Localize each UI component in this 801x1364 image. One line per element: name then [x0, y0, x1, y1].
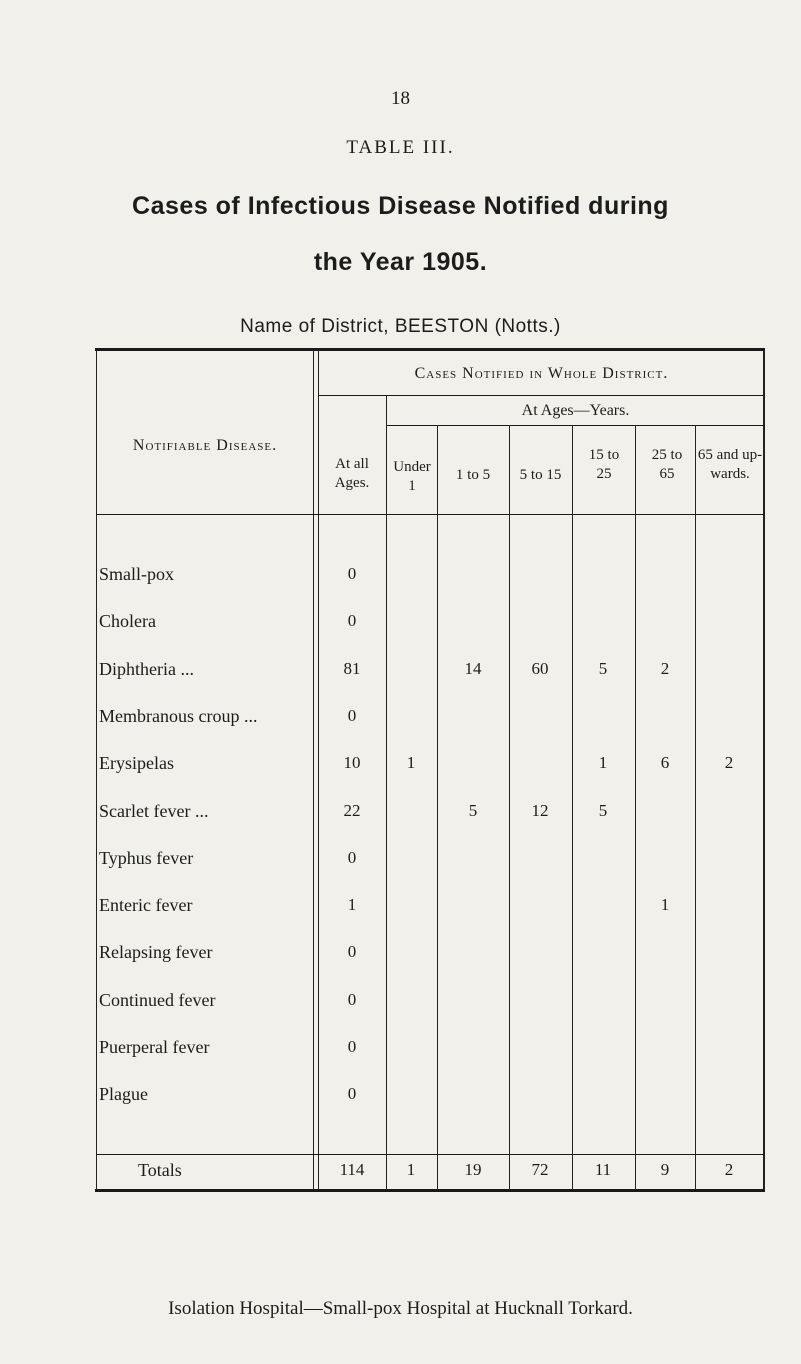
header-notifiable-disease: Notifiable Disease. [132, 437, 278, 454]
header-age-15-to-25: 15 to 25 [588, 447, 620, 482]
row-7-label: Enteric fever [99, 895, 193, 915]
header-age-25-to-65: 25 to 65 [651, 447, 683, 482]
table-left-border [96, 350, 97, 1190]
row-5-age-3: 5 [598, 801, 608, 820]
row-2-age-3: 5 [598, 659, 608, 678]
totals-rule [96, 1154, 764, 1155]
row-10-label: Puerperal fever [99, 1037, 210, 1057]
row-5-label: Scarlet fever ... [99, 801, 209, 821]
row-4-age-3: 1 [598, 753, 608, 772]
disease-col-rule-b [318, 350, 319, 1190]
header-at-all-ages: At all Ages. [334, 456, 370, 491]
header-rule-ages [386, 425, 765, 426]
totals-row-label: Totals [138, 1160, 182, 1180]
row-0-label: Small-pox [99, 564, 174, 584]
row-3-all-ages: 0 [347, 706, 357, 725]
col-rule-all-ages [386, 395, 387, 1190]
row-2-age-2: 60 [531, 659, 549, 678]
title-line-1: Cases of Infectious Disease Notified during [132, 192, 669, 220]
totals-row-all-ages: 114 [339, 1160, 365, 1179]
row-7-all-ages: 1 [347, 895, 357, 914]
totals-row-age-2: 72 [531, 1160, 549, 1179]
district-line: Name of District, BEESTON (Notts.) [240, 316, 561, 337]
col-rule-15to25 [572, 425, 573, 1190]
row-5-all-ages: 22 [343, 801, 361, 820]
row-4-age-4: 6 [660, 753, 670, 772]
row-6-label: Typhus fever [99, 848, 194, 868]
row-1-label: Cholera [99, 611, 156, 631]
row-4-all-ages: 10 [343, 753, 361, 772]
row-2-age-1: 14 [464, 659, 482, 678]
row-2-age-4: 2 [660, 659, 670, 678]
row-1-all-ages: 0 [347, 611, 357, 630]
col-rule-1to5 [437, 425, 438, 1190]
footer-note: Isolation Hospital—Small-pox Hospital at Hucknall Torkard. [168, 1298, 633, 1319]
header-cases-notified: Cases Notified in Whole District. [414, 365, 669, 382]
table-top-border [95, 348, 765, 351]
row-10-all-ages: 0 [347, 1037, 357, 1056]
title-line-2: the Year 1905. [313, 248, 488, 276]
table-right-border [763, 350, 765, 1190]
row-11-all-ages: 0 [347, 1084, 357, 1103]
totals-row-age-3: 11 [594, 1160, 612, 1179]
row-4-age-0: 1 [406, 753, 416, 772]
table-label: TABLE III. [346, 137, 455, 158]
totals-row-age-0: 1 [406, 1160, 416, 1179]
header-age-5-to-15: 5 to 15 [519, 467, 562, 483]
col-rule-25to65 [635, 425, 636, 1190]
header-rule-bottom [96, 514, 764, 515]
row-5-age-2: 12 [531, 801, 549, 820]
row-4-label: Erysipelas [99, 753, 174, 773]
row-2-all-ages: 81 [343, 659, 361, 678]
row-0-all-ages: 0 [347, 564, 357, 583]
row-7-age-4: 1 [660, 895, 670, 914]
col-rule-65up [695, 425, 696, 1190]
header-at-ages-years: At Ages—Years. [521, 402, 630, 419]
header-age-1-to-5: 1 to 5 [455, 467, 491, 483]
row-6-all-ages: 0 [347, 848, 357, 867]
disease-col-rule-a [313, 350, 314, 1190]
row-4-age-5: 2 [724, 753, 734, 772]
row-8-label: Relapsing fever [99, 942, 213, 962]
page-number: 18 [391, 88, 410, 109]
header-age-under-1: Under 1 [393, 459, 431, 494]
col-rule-5to15 [509, 425, 510, 1190]
header-age-65-upwards: 65 and up-wards. [697, 447, 763, 482]
row-9-all-ages: 0 [347, 990, 357, 1009]
totals-row-age-5: 2 [724, 1160, 734, 1179]
totals-row-age-4: 9 [660, 1160, 670, 1179]
row-11-label: Plague [99, 1084, 148, 1104]
row-5-age-1: 5 [468, 801, 478, 820]
row-2-label: Diphtheria ... [99, 659, 194, 679]
table-bottom-border [95, 1189, 765, 1192]
totals-row-age-1: 19 [464, 1160, 482, 1179]
row-9-label: Continued fever [99, 990, 216, 1010]
row-3-label: Membranous croup ... [99, 706, 258, 726]
row-8-all-ages: 0 [347, 942, 357, 961]
